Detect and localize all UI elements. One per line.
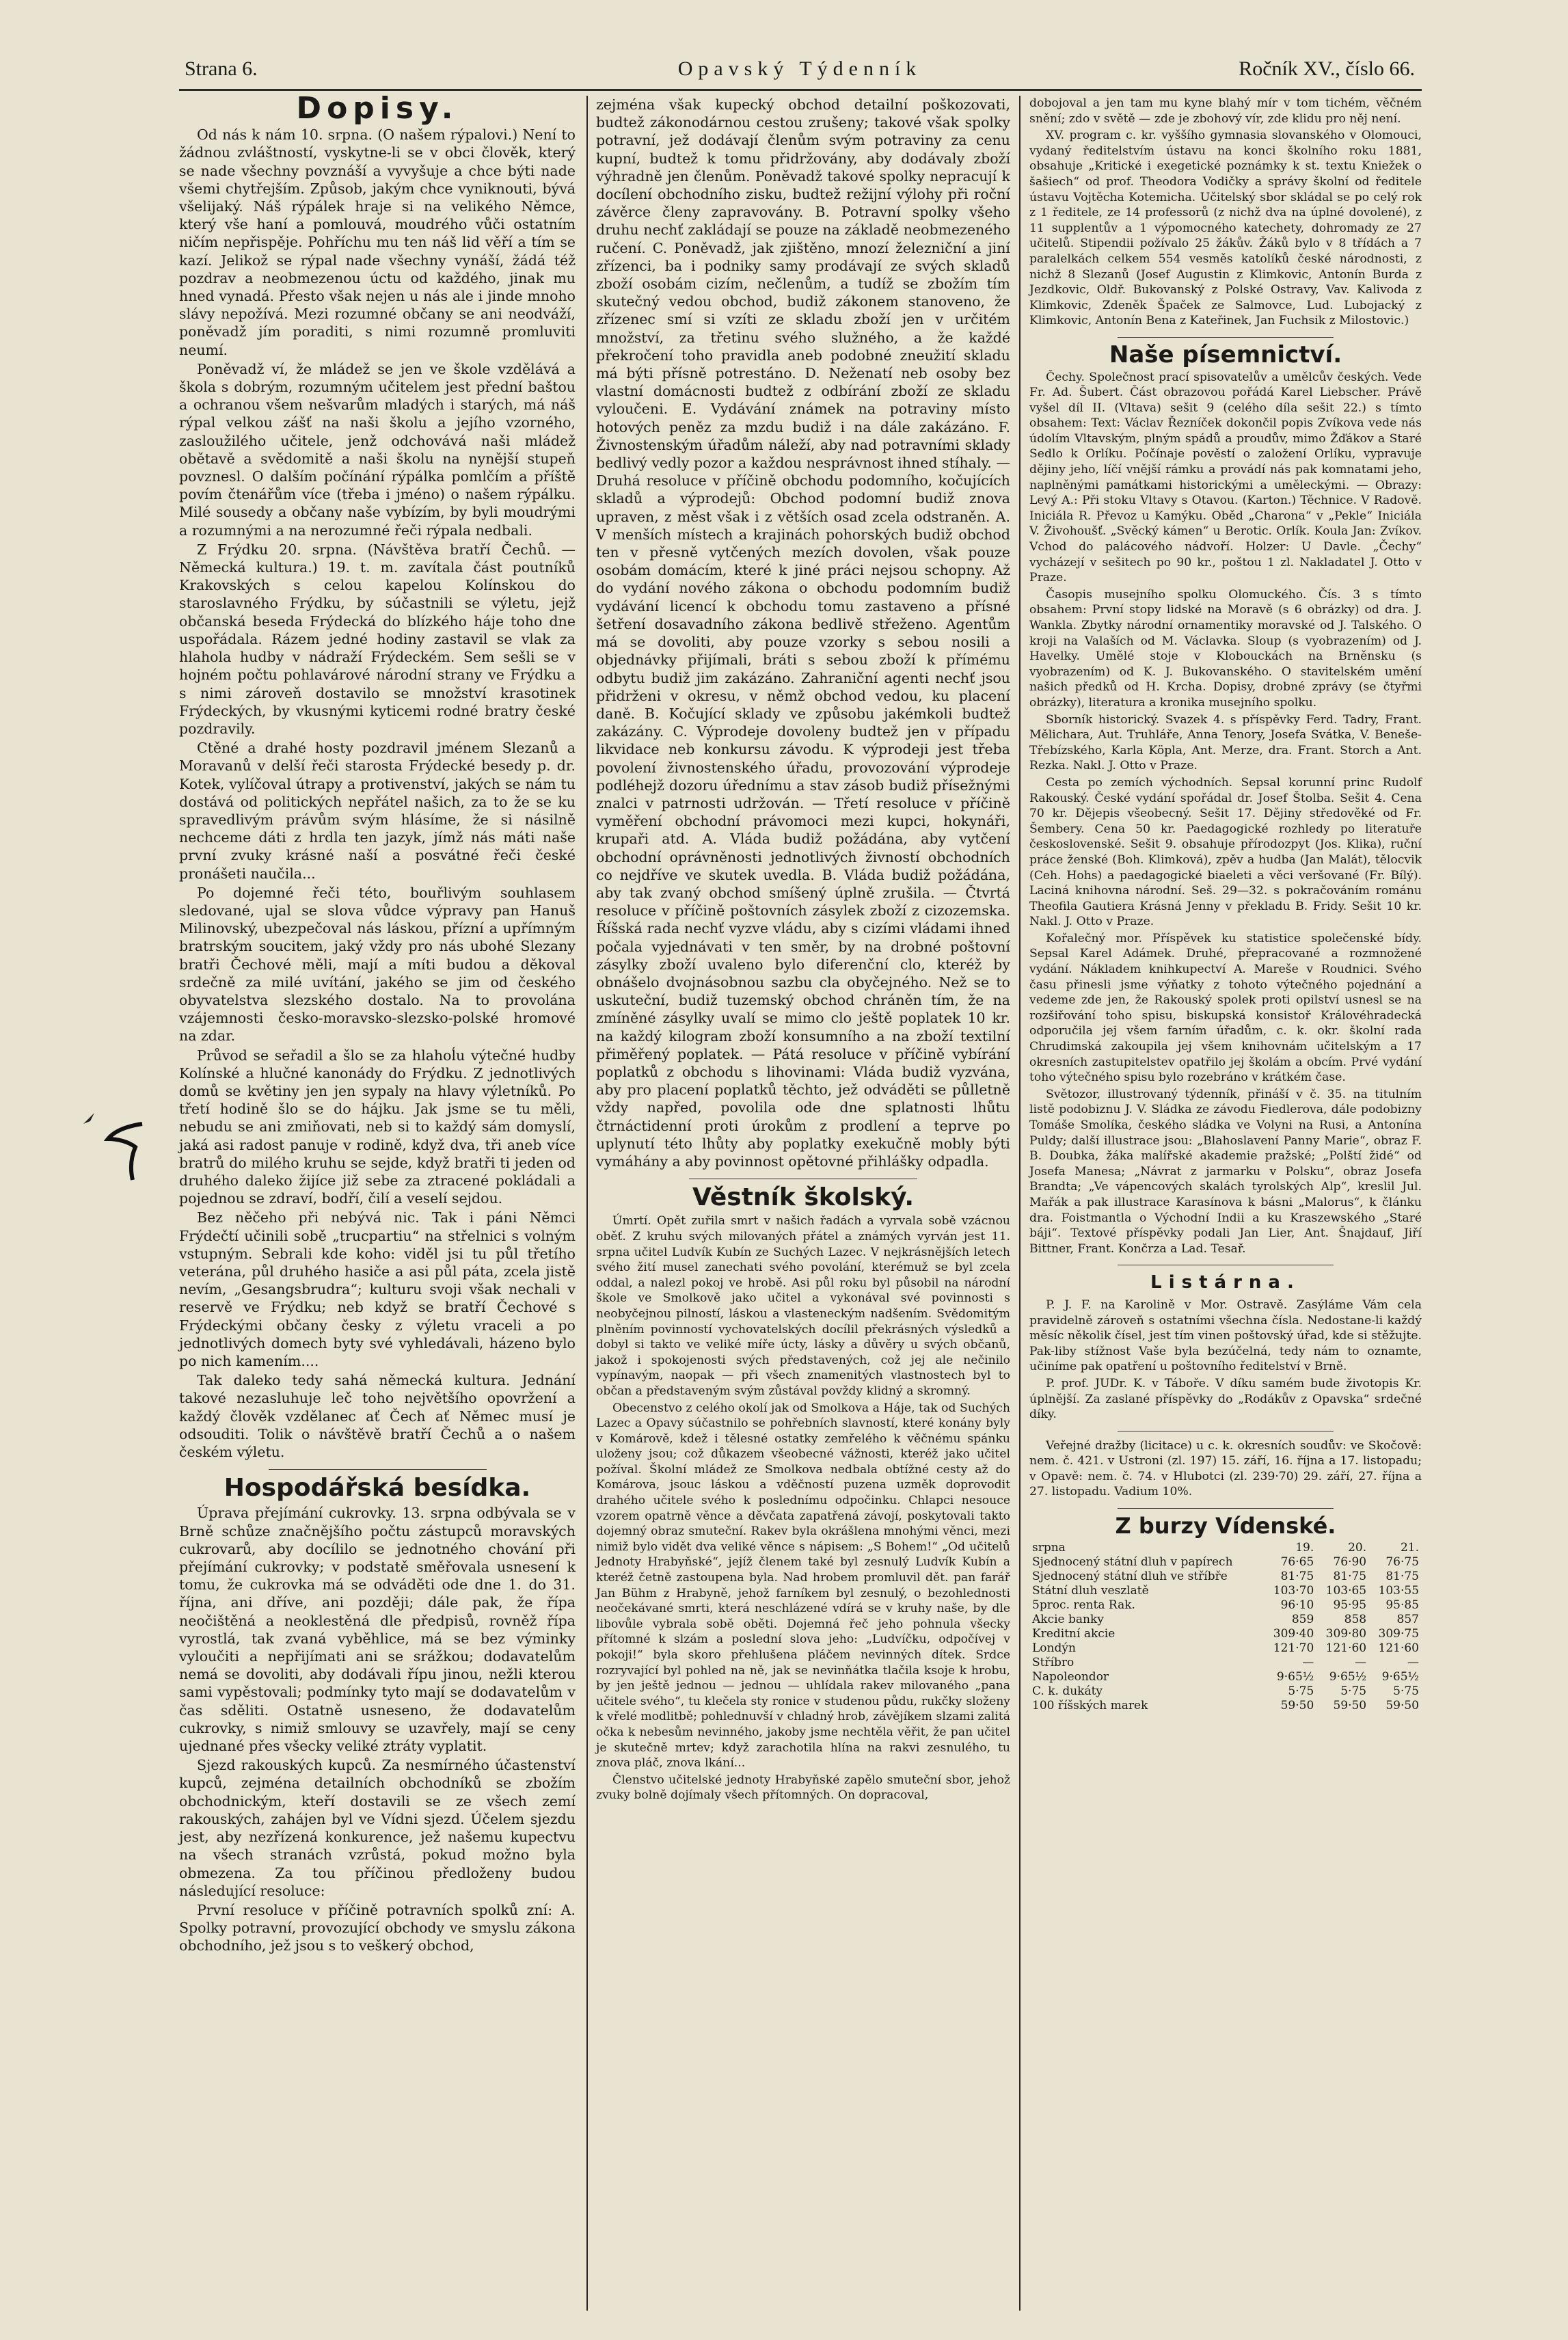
paragraph: Po dojemné řeči této, bouřlivým souhlasem sledované, ujal se slova vůdce výpravy pan Hanuš Milinovský, ubezpečoval nás láskou, přízní a upřímným bratrským soucitem, jaký vždy pro nás ubohé Slezany bratři Čechové měli, mají a míti budou a děkoval srdečně za milé uvítání, jakého se jim od českého obyvatelstva slezského dostalo. Na to provolána vzájemnosti česko-moravsko-slezsko-polské hromové na zdar. [179, 884, 576, 1045]
paragraph: Od nás k nám 10. srpna. (O našem rýpalovi.) Není to žádnou zvláštností, vyskytne-li se v obci člověk, který se nade všechny povznáší a vyvyšuje a chce býti nade všemi chytřejším. Způsob, jakým chce vyniknouti, bývá všelijaký. Náš rýpálek hraje si na velikého Němce, který vše haní a pomlouvá, moudrého vůči ostatním ničím nepřispěje. Pohříchu mu ten náš lid věří a tím se kazí. Jelikož se rýpal nade všechny vynáší, žádá též pozdrav a neobmezenou úctu od každého, jinak mu hned vynadá. Přesto však nejen u nás ale i jinde mnoho slávy nepožívá. Mezi rozumné občany se ani neodváží, poněvadž jím poraditi, s nimi rozumně promluviti neumí. [179, 126, 576, 358]
exchange-value: 9·65½ [1276, 1669, 1314, 1684]
paragraph: Veřejné dražby (licitace) u c. k. okresních soudův: ve Skočově: nem. č. 421. v Ustroni (zl. 197) 15. září, 16. října a 17. listopadu; v Opavě: nem. č. 74. v Hlubotci (zl. 239·70) 29. září, 27. října a 27. listopadu. Vadium 10%. [1029, 1438, 1422, 1499]
paragraph: Tak daleko tedy sahá německá kultura. Jednání takové nezasluhuje leč toho největšího opovržení a každý člověk vzdělanec ať Čech ať Němec musí je odsouditi. Tolik o návštěvě bratří Čechů a o našem českém výletu. [179, 1372, 576, 1461]
exchange-value: 5·75 [1393, 1684, 1419, 1698]
column-2 [596, 96, 1010, 1805]
paragraph: Světozor, illustrovaný týdenník, přináší v č. 35. na titulním listě podobiznu J. V. Sládka ze závodu Fiedlerova, dále podobizny Tomáše Smolíka, českého sládka ve Volyni na Rusi, a Antonína Puldy; další illustrace jsou: „Blahoslavení Panny Marie“, obraz F. B. Doubka, žáka malířské akademie pražské; „Polští židé“ od Josefa Manesa; „Návrat z jarmarku v Polsku“, obraz Josefa Brandta; „Ve vápencových skalách tyrolských Alp“, kreslil Jul. Mařák a pak illustrace Karasínova k básni „Malorus“, k článku dra. Foistmantla o Východní Indii a ku Kraszewského „Staré báji“. Textové příspěvky podali Jan Lier, Ant. Šnajdauf, Jiří Bittner, Frant. Končrza a Lad. Tesař. [1029, 1087, 1422, 1256]
exchange-label: C. k. dukáty [1032, 1684, 1103, 1698]
exchange-row [1029, 1699, 1422, 1713]
exchange-row [1029, 1584, 1422, 1598]
divider [1118, 1508, 1334, 1509]
margin-arrow-mark [81, 1110, 97, 1127]
page-header [178, 57, 1422, 88]
exchange-value: 95·95 [1333, 1598, 1367, 1612]
exchange-value: 5·75 [1340, 1684, 1367, 1698]
paragraph: Z Frýdku 20. srpna. (Návštěva bratří Čechů. — Německá kultura.) 19. t. m. zavítala část poutníků Krakovských s celou kapelou Kolínskou do staroslavného Frýdku, by súčastnili se výletu, jejž občanská beseda Frýdecká do blízkého háje toho dne uspořádala. Rázem jedné hodiny zastavil se vlak za hlahola hudby v nádraží Frýdeckém. Sem sešli se v hojném počtu pohlavárové národní strany ve Frýdku a s nimi zároveň dostavilo se množství krasotinek Frýdeckých, by vkusnými kyticemi rodné bratry české pozdravily. [179, 541, 576, 737]
exchange-row [1029, 1684, 1422, 1699]
exchange-value: 309·40 [1273, 1626, 1314, 1641]
exchange-value: 103·70 [1273, 1583, 1314, 1598]
exchange-value: 59·50 [1280, 1698, 1314, 1712]
exchange-value: 81·75 [1280, 1569, 1314, 1583]
exchange-label: Státní dluh veszlatě [1032, 1583, 1149, 1598]
col-header: srpna [1032, 1540, 1066, 1555]
exchange-label: 100 říšských marek [1032, 1698, 1148, 1712]
exchange-label: Sjednocený státní dluh v papírech [1032, 1555, 1233, 1569]
issue-info: Ročník XV., číslo 66. [1239, 57, 1415, 80]
margin-bracket-mark [104, 1121, 145, 1183]
exchange-row [1029, 1627, 1422, 1641]
exchange-value: 76·75 [1385, 1555, 1419, 1569]
paragraph: zejména však kupecký obchod detailní poškozovati, budtež zákonodárnou cestou zrušeny; takové však spolky potravní, jež dodávají členům svým potraviny za cenu kupní, budtež k tomu přidržovány, aby dodávaly zboží výhradně jen členům. Poněvadž takové spolky nepracují k docílení obchodního zisku, budtež režijní výlohy při roční závěrce členy zapravovány. B. Potravní spolky všeho druhu nechť zakládají se pouze na základě neobmezeného ručení. C. Poněvadž, jak zjištěno, mnozí železniční a jiní zřízenci, ba i podniky samy prodávají ze svých skladů zboží osobám cizím, nečlenům, a tudíž se zbožím tím skutečný vedou obchod, budiž zákonem stanoveno, že zřízenec smí si vzíti ze skladu zboží jen v určitém množství, za třetinu svého služného, a že každé překročení toho pravidla aneb podobné zneužití skladu má býti přísně potrestáno. D. Neženatí neb osoby bez vlastní domácnosti budtež z odbírání zboží ze skladu vyloučeni. E. Vydávání známek na potraviny místo hotových peněz za mzdu budiž i na dále zakázáno. F. Živnostenským úřadům náleží, aby nad potravními sklady bedlivý vedly pozor a každou nesprávnost ihned stíhaly. — Druhá resoluce v příčině obchodu podomního, kočujících skladů a výprodejů: Obchod podomní budiž znova upraven, z měst však i z větších osad zcela odstraněn. A. V menších místech a krajinách pohorských budiž obchod ten v přesně vytčených mezích dovolen, však pouze osobám domácím, které k jiné práci nejsou schopny. Až do vydání nového zákona o obchodu podomním budiž vydávání licencí k obchodu tomu zastaveno a přísné šetření dosavadního zákona bedlivě střeženo. Agentům má se dovoliti, aby pouze vzorky s sebou nosili a objednávky přijímali, bráti s sebou zboží k přímému odbytu budiž jim zakázáno. Zahraniční agenti nechť jsou přidrženi v okresu, v němž obchod vedou, ku placení daně. B. Kočující sklady ve způsobu jakémkoli budtež zakázány. C. Výprodeje dovoleny budtež jen v případu likvidace neb konkursu závodu. K výprodeji jest třeba povolení živnostenského úřadu, provozování výprodeje podléhejž dozoru úřednímu a stav zásob budiž přísežnými znalci v patrnosti udržován. — Třetí resoluce v příčině vyměření obchodní právomoci mezi kupci, hokynáři, krupaři atd. A. Vláda budiž požádána, aby vytčení obchodní oprávněnosti jednotlivých živností obchodních co nejdříve ve skutek uvedla. B. Vláda budiž požádána, aby tak zvaný obchod smíšený úplně zrušila. — Čtvrtá resoluce v příčině poštovních zásylek zboží z cizozemska. Říšská rada nechť vyzve vládu, aby s cizími vládami ihned počala vyjednávati v ten směr, by na drobné poštovní zásylky zboží uvaleno bylo diferenční clo, kteréž by obnášelo dvojnásobnou sazbu cla obyčejného. Než se to uskuteční, budiž tuzemský obchod chráněn tím, že na zmíněné zásylky uvalí se mimo clo ještě poplatek 10 kr. na každý kilogram zboží konsumního a na zboží textilní přiměřený poplatek. — Pátá resoluce v příčině vybírání poplatků z obchodu s lihovinami: Vláda budiž vyzvána, aby pro placení poplatků těchto, jež odváděti se půlletně vždy napřed, povolila ode dne splatnosti lhůtu čtrnáctidenní proti úrokům z prodlení a teprve po uplynutí této lhůty aby poplatky exekučně mobly býti vymáhány a aby povinnost opětovné přihlášky odpadla. [596, 96, 1010, 1170]
paragraph: Úprava přejímání cukrovky. 13. srpna odbývala se v Brně schůze značnějšího počtu zástupců moravských cukrovarů, aby docílilo se jednotného chování při přejímání cukrovky; v podstatě směřovala usnesení k tomu, že cukrovka má se odváděti ode dne 1. do 31. října, ani dříve, ani později; dále pak, že řípa neočištěná a neoklestěná dle předpisů, rovněž řípa vyrostlá, tak zvaná vyběhlice, má se bez výminky vyloučiti a nepřijímati ani se srážkou; dodavatelům nemá se dovoliti, aby dodávali řípu jinou, nežli kterou sami vypěstovali; podmínky tyto mají se dodavatelům v čas sděliti. Ostatně usneseno, že dodavatelům cukrovky, s nimiž smlouvy se uzavřely, mají se ceny ujednané přes všecky veliké ztráty vyplatit. [179, 1505, 576, 1755]
section-heading-hospodarska: Hospodářská besídka. [224, 1474, 531, 1503]
exchange-label: Akcie banky [1032, 1612, 1104, 1626]
col-header: 21. [1400, 1540, 1419, 1555]
paragraph: Cesta po zemích východních. Sepsal korunní princ Rudolf Rakouský. České vydání spořádal dr. Josef Štolba. Sešit 4. Cena 70 kr. Dějepis všeobecný. Sešit 17. Dějiny středověké od Fr. Šembery. Cena 50 kr. Paedagogické rozhledy po literatuře československé. Sešit 9. obsahuje přírodozpyt (Jos. Klika), ruční práce ženské (Boh. Klimková), zpěv a hudba (Jan Malát), tělocvik (Ceh. Hohs) a paedagogické biaeleti a věci veršované (Fr. Bílý). Laciná knihovna národní. Seš. 29—32. s pokračováním románu Theofila Gautiera Krásná Jenny v překladu B. Fridy. Sešit 10 kr. Nakl. J. Otto v Praze. [1029, 775, 1422, 929]
exchange-value: 121·60 [1378, 1641, 1419, 1655]
paragraph: Kořalečný mor. Příspěvek ku statistice společenské bídy. Sepsal Karel Adámek. Druhé, přepracované a rozmnožené vydání. Nákladem knihkupectví A. Mareše v Roudnici. Svého času přinesli jsme výňatky z tohoto výtečného pojednání a vedeme zde jen, že Rakouský spolek proti opilství usnesl se na rozšiřování toho spisu, biskupská konsistoř Královéhradecká odporučila jej všem farním úřadům, c. k. okr. školní rada Chrudimská zakoupila jej všem knihovnám učitelským a 17 okresních zastupitelstev opatřilo jej školám a obcím. Prvé vydání toho výtečného spisu bylo rozebráno v krátkém čase. [1029, 931, 1422, 1085]
section-heading-listarna: Listárna. [1150, 1272, 1301, 1293]
page-number: Strana 6. [185, 57, 258, 80]
exchange-label: Sjednocený státní dluh ve stříbře [1032, 1569, 1228, 1583]
paragraph: Sborník historický. Svazek 4. s příspěvky Ferd. Tadry, Frant. Mělichara, Aut. Truhláře, Anna Tenory, Josefa Svátka, V. Beneše-Třebízského, Karla Köpla, Ant. Merze, dra. Frant. Storch a Ant. Rezka. Nakl. J. Otto v Praze. [1029, 712, 1422, 773]
paragraph: XV. program c. kr. vyššího gymnasia slovanského v Olomouci, vydaný ředitelstvím ústavu na konci školního roku 1881, obsahuje „Kritické i exegetické poznámky k st. textu Kniežek o šašiech“ od prof. Theodora Vodičky a správy školní od ředitele ústavu Vojtěcha Kotemicha. Učitelský sbor skládal se po celý rok z 1 ředitele, ze 14 professorů (z nichž dva na úplné dovolené), z 11 supplentův a 1 výpomocného katechety, dohromady ze 27 učitelů. Stipendii požívalo 25 žákův. Žáků bylo v 8 třídách a 7 paralelkách celkem 554 vesměs katolíků české národnosti, z nichž 8 Slezanů (Josef Augustin z Klimkovic, Antonín Burda z Jezdkovic, Oldř. Bukovanský z Polské Ostravy, Vav. Kalivoda z Klimkovic, Zdeněk Špaček ze Salmovce, Lud. Lubojacký z Klimkovic, Antonín Bena z Kateřinek, Jan Fuchsik z Milostovic.) [1029, 129, 1422, 328]
exchange-label: Stříbro [1032, 1655, 1074, 1669]
exchange-value: 76·90 [1333, 1555, 1367, 1569]
exchange-label: Kreditní akcie [1032, 1626, 1116, 1641]
paragraph: Úmrtí. Opět zuřila smrt v našich řadách a vyrvala sobě vzácnou oběť. Z kruhu svých milovaných přátel a známých vyrván jest 11. srpna učitel Ludvík Kubín ze Suchých Lazec. V nejkrásnějších letech svého žití musel zanechati svého povolání, kterémuž se byl zcela oddal, a nalezl pokoj ve hrobě. Asi půl roku byl působil na národní škole ve Smolkově jako učitel a vykonával své povinnosti s neobyčejnou pilností, láskou a vlasteneckým nadšením. Svědomitým plněním povinností vychovatelských docílil překrásných výsledků a dobyl si takto ve veliké míře úcty, lásky a důvěry u svých občanů, jakož i spokojenosti svých představených, což jej ale nečinilo vypínavým, naopak — při všech znamenitých vlastnostech byl to občan a představeným svým zůstával povždy klidný a skromný. [596, 1214, 1010, 1398]
exchange-value: 857 [1396, 1612, 1419, 1626]
paragraph: Poněvadž ví, že mládež se jen ve škole vzdělává a škola s dobrým, rozumným učitelem jest přední baštou a ochranou všem nešvarům mladých i starých, má náš rýpal velkou zášť na naši školu a jejího vzorného, zasloužilého učitele, jenž odchovává naši mládež obětavě a svědomitě a naši školu na nynější stupeň povznesl. O dalším počínání rýpálka pomlčím a příště povím čtenářům více (třeba i jméno) o našem rýpálku. Milé sousedy a občany naše vybízím, by byli moudrými a rozumnými a na nerozumné řeči rýpala nedbali. [179, 360, 576, 539]
exchange-value: 59·50 [1333, 1698, 1367, 1712]
divider [269, 1469, 487, 1470]
paragraph: Čechy. Společnost prací spisovatelův a umělcův českých. Vede Fr. Ad. Šubert. Část obrazovou pořádá Karel Liebscher. Právě vyšel díl II. (Vltava) sešit 9 (celého díla sešit 22.) s tímto obsahem: Text: Václav Řezníček dokončil popis Zvíkova vede nás údolím Vltavským, plným spádů a proudův, mimo Žďákov a Staré Sedlo k Orlíku. Počínaje pověstí o založení Orlíku, vypravuje dějiny jeho, líčí vnější rámku a provádí nás pak komnatami jeho, naplněnými památkami historickými a uměleckými. — Obrazy: Levý A.: Při stoku Vltavy s Otavou. (Karton.) Těchnice. V Radově. Iniciála R. Převoz u Kamýku. Oběd „Charona“ v „Pekle“ Iniciála V. Živohoušť. „Svěcký kámen“ u Berotic. Orlík. Koula Jan: Zvíkov. Vchod do palácového nádvoří. Holzer: U Davle. „Čechy“ vycházejí v sešitech po 90 kr., poštou 1 zl. Nakladatel J. Otto v Praze. [1029, 370, 1422, 585]
paragraph: P. prof. JUDr. K. v Táboře. V díku samém bude životopis Kr. úplnější. Za zaslané příspěvky do „Rodákův z Opavska“ srdečné díky. [1029, 1376, 1422, 1422]
exchange-row [1029, 1670, 1422, 1684]
paragraph: Sjezd rakouských kupců. Za nesmírného účastenství kupců, zejména detailních obchodníků se zbožím obchodnickým, kteří dostavili se ze všech zemí rakouských, zahájen byl ve Vídni sjezd. Účelem sjezdu jest, aby nezřízená konkurence, jež našemu kupectvu na všech stranách vzrůstá, pokud možno byla obmezena. Za tou příčinou předloženy budou následující resoluce: [179, 1757, 576, 1899]
exchange-label: Napoleondor [1032, 1669, 1109, 1684]
exchange-row [1029, 1656, 1422, 1670]
exchange-value: 81·75 [1333, 1569, 1367, 1583]
col-header: 19. [1295, 1540, 1314, 1555]
exchange-value: 9·65½ [1329, 1669, 1367, 1684]
column-3 [1029, 96, 1422, 1713]
exchange-value: 309·75 [1378, 1626, 1419, 1641]
exchange-row [1029, 1570, 1422, 1584]
exchange-value: 9·65½ [1381, 1669, 1419, 1684]
exchange-value: 95·85 [1385, 1598, 1419, 1612]
exchange-value: 5·75 [1288, 1684, 1314, 1698]
exchange-value: 96·10 [1280, 1598, 1314, 1612]
exchange-value: 103·55 [1378, 1583, 1419, 1598]
exchange-value: — [1407, 1655, 1419, 1669]
exchange-value: 76·65 [1280, 1555, 1314, 1569]
exchange-value: 858 [1344, 1612, 1367, 1626]
column-rule [586, 96, 588, 2311]
masthead: Opavský Týdenník [677, 57, 922, 80]
paragraph: Ctěné a drahé hosty pozdravil jménem Slezanů a Moravanů v delší řeči starosta Frýdecké besedy p. dr. Kotek, vylíčoval útrapy a protivenství, jakých se nám tu dostává od politických nepřátel našich, za to že se ku spravedlivým právům svým hlásíme, že si násilně nechceme dáti z hrdla ten jazyk, jímž nás máti naše první zvuky krásné naší a posvátné řeči české pronášeti naučila... [179, 740, 576, 882]
column-rule [1019, 96, 1020, 2311]
school-news [596, 1213, 1010, 1803]
exchange-row [1029, 1598, 1422, 1613]
paragraph: První resoluce v příčině potravních spolků zní: A. Spolky potravní, provozující obchody ve smyslu zákona obchodního, jež jsou s to veškerý obchod, [179, 1901, 576, 1954]
exchange-label: Londýn [1032, 1641, 1076, 1655]
section-heading-pisemnictvi: Naše písemnictví. [1109, 340, 1342, 368]
exchange-value: 309·80 [1325, 1626, 1367, 1641]
column-1 [179, 91, 576, 1956]
exchange-row [1029, 1613, 1422, 1627]
paragraph: P. J. F. na Karolině v Mor. Ostravě. Zasýláme Vám cela pravidelně zároveň s ostatními všechna čísla. Nedostane-li každý měsíc několik čísel, jest tím vinen poštovský úřad, kde si stěžujte. Pak-liby stížnost Vaše byla bezúčelná, tedy nám to oznamte, učiníme pak opatření u poštovního ředitelství v Brně. [1029, 1297, 1422, 1374]
paragraph: Časopis musejního spolku Olomuckého. Čís. 3 s tímto obsahem: První stopy lidské na Moravě (s 6 obrázky) od dra. J. Wankla. Zbytky národní ornamentiky moravské od J. Talského. O kroji na Valaších od M. Václavka. Sloup (s vyobrazením) od J. Havelky. Umělé stoje v Klobouckách na Brněnsku (s vyobrazením) od K. J. Bukovanského. O stavitelském umění našich předků od H. Krcha. Dopisy, drobné zprávy (se čtyřmi obrázky), literatura a kronika musejního spolku. [1029, 587, 1422, 710]
exchange-table [1029, 1541, 1422, 1713]
paragraph: Členstvo učitelské jednoty Hrabyňské zapělo smuteční sbor, jehož zvuky bolně dojímaly všech přítomných. On dopracoval, [596, 1773, 1010, 1803]
paragraph: Průvod se seřadil a šlo se za hlahoĺu výtečné hudby Kolínské a hlučné kanonády do Frýdku. Z jednotlivých domů se květiny jen jen sypaly na hlavy výletníků. Po třetí hodině šlo se do hájku. Jak jsme se tu měli, nebudu se ani zmiňovati, neb si to každý sám domyslí, jaká asi radost panuje v rodině, když dva, tři aneb více bratrů do milého kruhu se sejde, když bratři ti jeden od druhého daleko žijíce již sebe za ztracené pokládali a pojednou se zdraví, bodří, čilí a veselí sejdou. [179, 1047, 576, 1207]
section-heading-burza: Z burzy Vídenské. [1115, 1513, 1336, 1539]
exchange-value: 81·75 [1385, 1569, 1419, 1583]
exchange-value: — [1302, 1655, 1314, 1669]
exchange-value: — [1355, 1655, 1367, 1669]
section-heading-vestnik: Věstník školský. [692, 1183, 915, 1212]
exchange-value: 121·70 [1273, 1641, 1314, 1655]
exchange-value: 103·65 [1325, 1583, 1367, 1598]
exchange-label: 5proc. renta Rak. [1032, 1598, 1135, 1612]
col-header: 20. [1348, 1540, 1367, 1555]
divider [1118, 337, 1334, 338]
exchange-value: 59·50 [1385, 1698, 1419, 1712]
section-heading-dopisy: Dopisy. [296, 91, 459, 126]
exchange-value: 859 [1291, 1612, 1314, 1626]
paragraph: Obecenstvo z celého okolí jak od Smolkova a Háje, tak od Suchých Lazec a Opavy súčastnilo se pohřebních slavností, které konány byly v Komárově, kdež i tělesné ostatky zemřelého k věčnému spánku uloženy jsou; což důkazem všeobecné vážnosti, kteréž jako učitel požíval. Školní mládež ze Smolkova nedbala obtížné cesty až do Komárova, jsouc láskou a vděčností puzena uzměk doprovodit drahého učitele svého k poslednímu odpočinku. Chlapci nesouce vzorem opatrně věnce a děvčata zapatřená závojí, poskytovali takto dojemný obraz smuteční. Rakev byla okrášlena mnohými věnci, mezi nimiž bylo vidět dva veliké věnce s nápisem: „S Bohem!“ „Od učitelů Jednoty Hrabyňské“, jejíž členem také byl zesnulý Ludvík Kubín a kteréž četně zastoupena byla. Nad hrobem promluvil dět. pan farář Jan Bühm z Hrabyně, jehož farníkem byl zesnulý, o bezohlednosti neočekávané smrti, která neschlázené vdírá se v kruhy naše, by dle libovůle vybrala sobě oběti. Dojemná řeč jeho pohnula všecky přítomné k slzám a poslední slova jeho: „Ludvíčku, odpočívej v pokoji!“ byla skoro přehlušena pláčem nevinných dítek. Srdce rozryvající byl pohled na ně, jak se nevinňátka tlačila ksoje k hrobu, by jen ještě jednou — jednou — uhlídala rakev milovaného „pana učitele svého“, tu klečela sty ronice v studenou půdu, rukčky složeny k vřelé modlitbě; pohlednuvší v chladný hrob, závějíkem slzami zalitá očka k nebesům nevinného, jakoby jsme nechtěla věřit, že pan učitel je skutečně mrtev; když zarachotila hlína na rakvi zesnulého, tu znova pláč, znova lkání... [596, 1401, 1010, 1771]
exchange-row [1029, 1641, 1422, 1656]
exchange-row [1029, 1555, 1422, 1570]
paragraph: dobojoval a jen tam mu kyne blahý mír v tom tichém, věčném snění; zdo v světě — zde je zbohový vír, zde klidu pro něj není. [1029, 96, 1422, 126]
paragraph: Bez něčeho při nebývá nic. Tak i páni Němci Frýdečtí učinili sobě „trucpartiu“ na střelnici s volným vstupným. Sebrali kde koho: viděl jsi tu půl třetího veterána, půl druhého hasiče a asi půl páta, zcela jistě nevím, „Gesangsbrudra“; kulturu svoji však nechali v reservě ve Frýdku; neb když se bratří Čechové s Frýdeckými občany česky z výletu vraceli a po jednotlivých domech byty své vyhledávali, házeno bylo po nich kamením.... [179, 1209, 576, 1370]
exchange-value: 121·60 [1325, 1641, 1367, 1655]
